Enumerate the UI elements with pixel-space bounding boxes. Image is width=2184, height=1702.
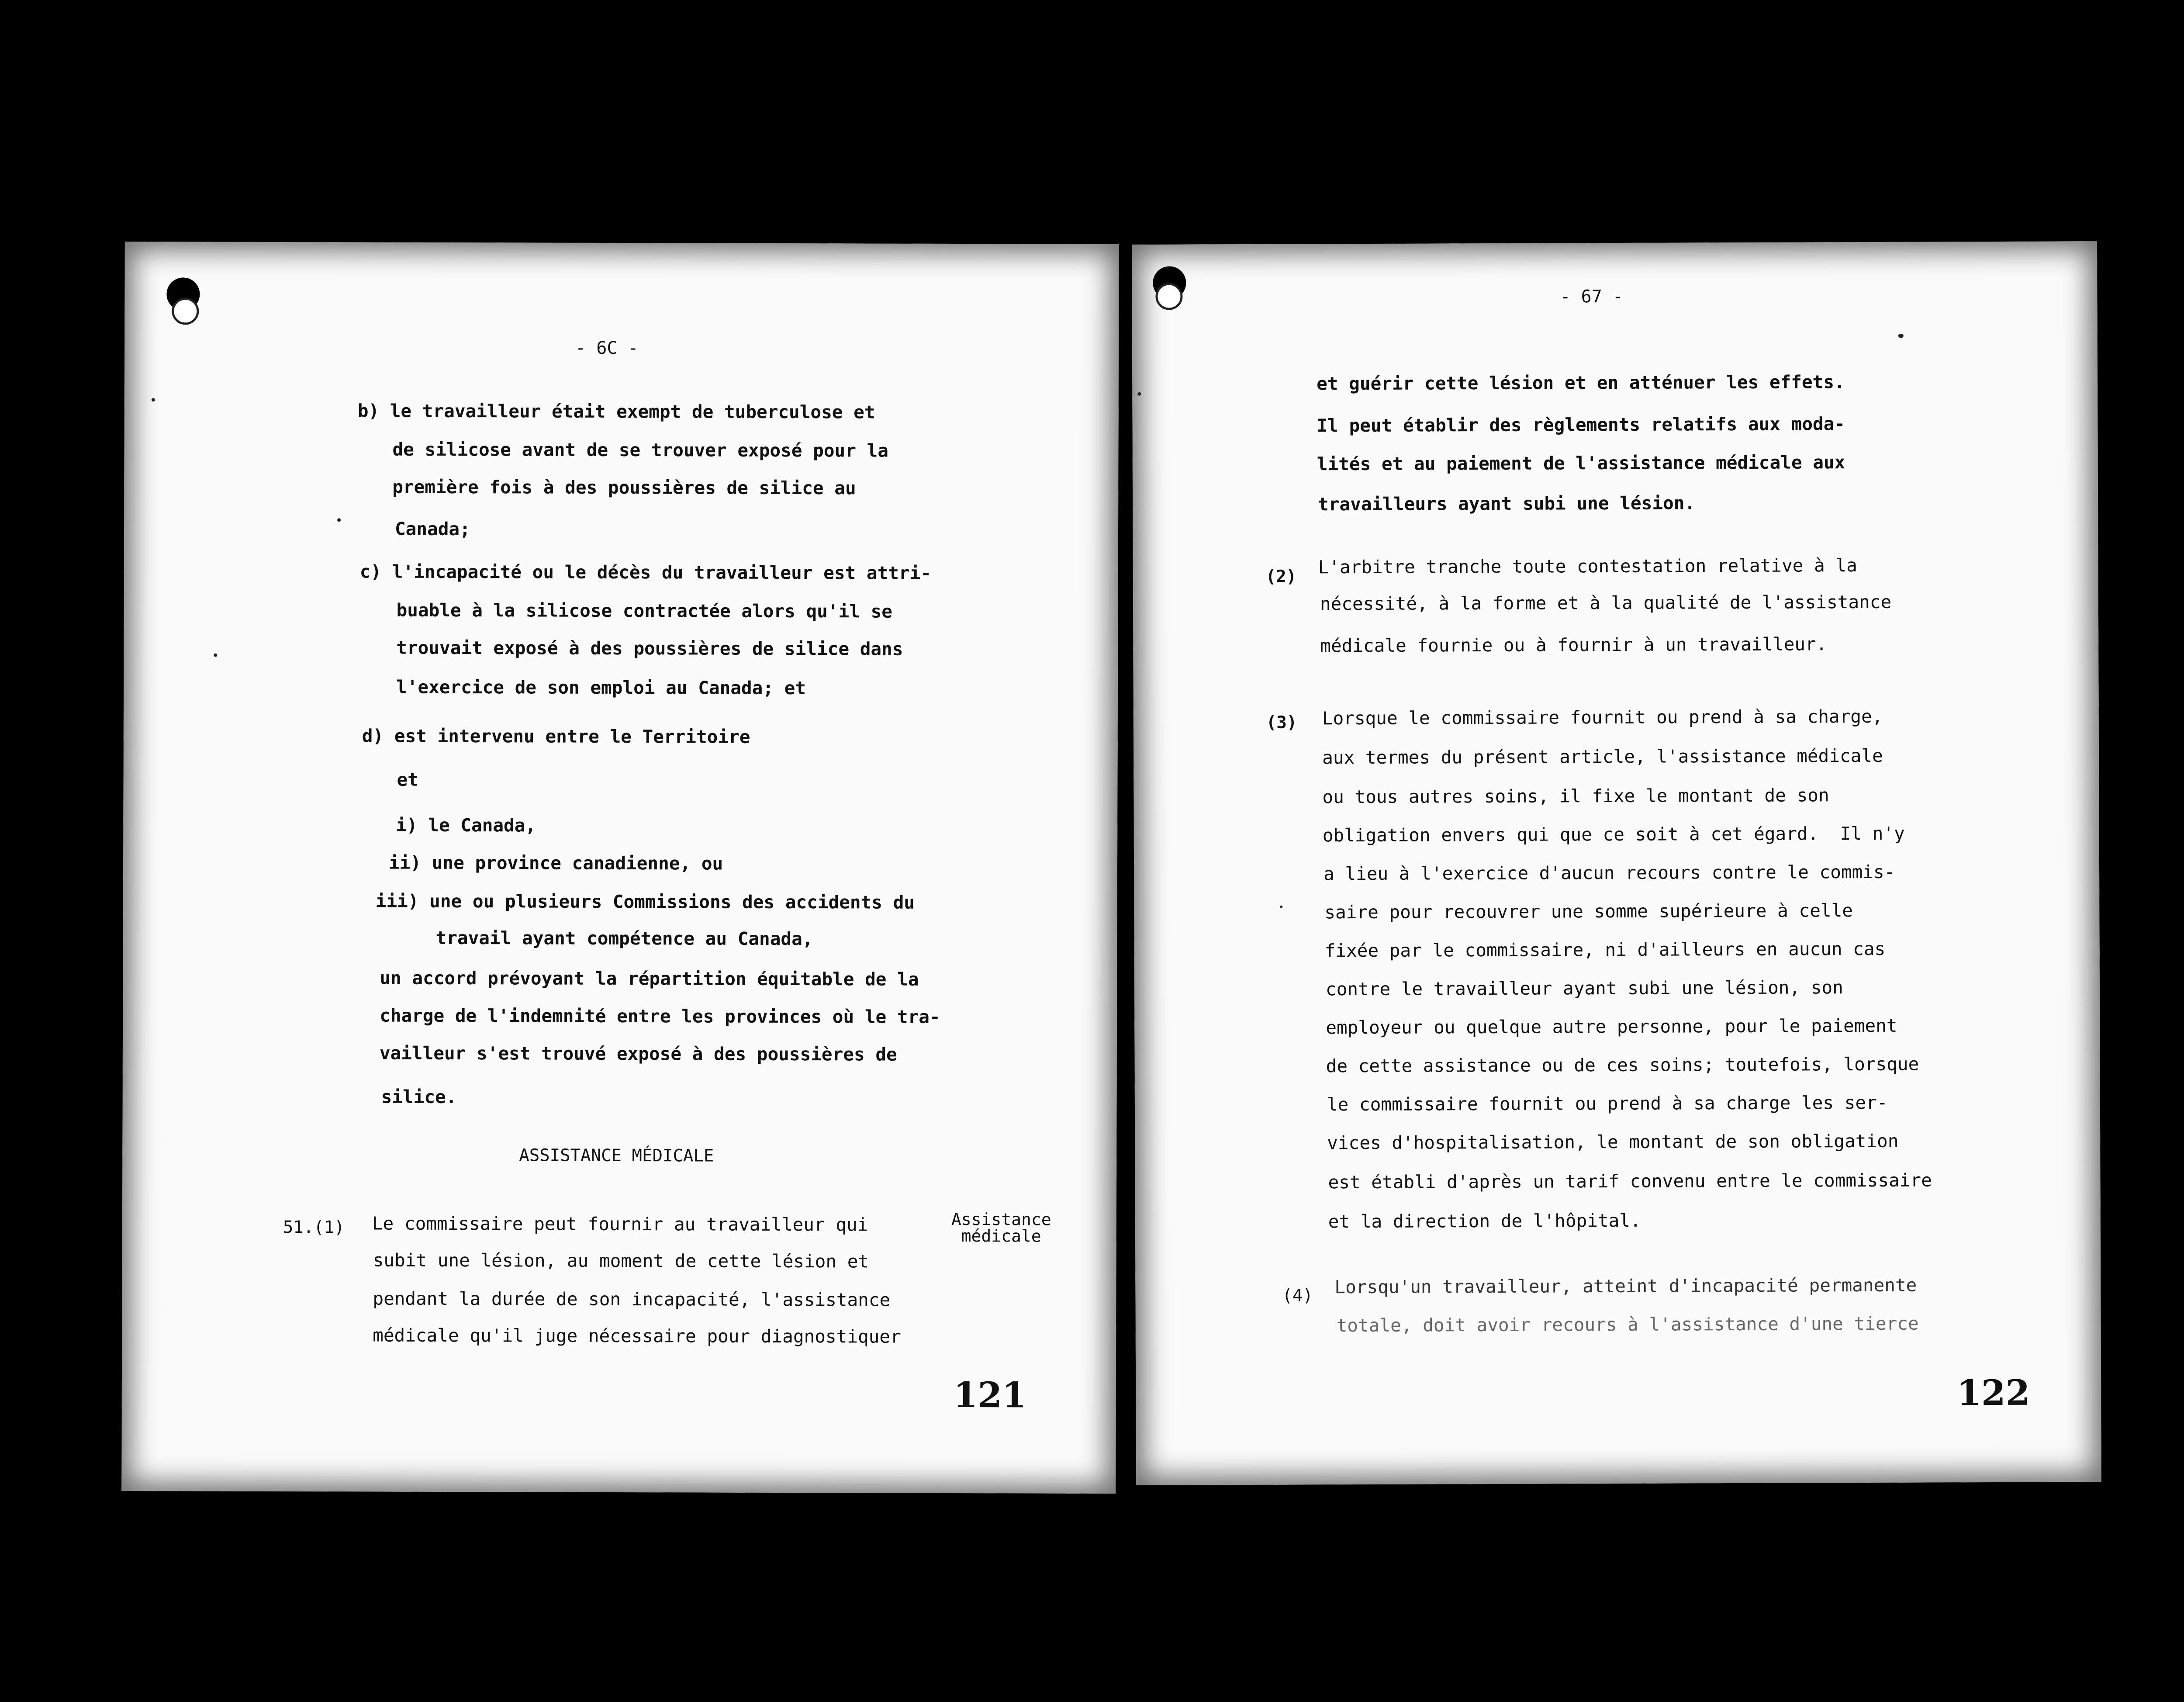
subsection-number: (4) <box>1282 1286 1313 1306</box>
text-line: pendant la durée de son incapacité, l'assistance <box>373 1288 891 1311</box>
text-line: trouvait exposé à des poussières de silice dans <box>396 637 903 660</box>
text-line: Lorsqu'un travailleur, atteint d'incapacité permanente <box>1334 1274 1917 1298</box>
text-line: silice. <box>381 1086 457 1108</box>
speck <box>1137 392 1141 396</box>
text-line: vailleur s'est trouvé exposé à des poussières de <box>379 1042 897 1065</box>
page-number: - 67 - <box>1560 286 1624 307</box>
text-line: vices d'hospitalisation, le montant de son obligation <box>1327 1130 1899 1154</box>
text-line: ii) une province canadienne, ou <box>388 852 723 874</box>
text-line: employeur ou quelque autre personne, pour le paiement <box>1326 1015 1897 1038</box>
text-line: Canada; <box>394 518 470 540</box>
text-line: L'arbitre tranche toute contestation relative à la <box>1318 555 1857 578</box>
page-stamp: 122 <box>1957 1372 2030 1414</box>
text-line: et la direction de l'hôpital. <box>1328 1210 1641 1232</box>
subsection-number: (3) <box>1266 713 1297 733</box>
text-line: fixée par le commissaire, ni d'ailleurs en aucun cas <box>1324 938 1886 962</box>
speck <box>152 398 155 401</box>
text-line: totale, doit avoir recours à l'assistance d'une tierce <box>1336 1313 1919 1336</box>
text-line: médicale qu'il juge nécessaire pour diagnostiquer <box>373 1325 901 1347</box>
speck <box>337 518 341 522</box>
punch-hole-ring-icon <box>1155 283 1182 310</box>
text-line: l'exercice de son emploi au Canada; et <box>396 676 806 699</box>
margin-note: Assistance médicale <box>951 1209 1051 1246</box>
text-line: saire pour recouvrer une somme supérieure à celle <box>1324 900 1853 923</box>
text-line: le commissaire fournit ou prend à sa charge les ser- <box>1327 1092 1888 1115</box>
right-page <box>1132 241 2101 1485</box>
text-line: de cette assistance ou de ces soins; toutefois, lorsque <box>1326 1053 1919 1077</box>
punch-hole-ring-icon <box>172 298 199 325</box>
section-number: 51.(1) <box>283 1217 345 1238</box>
text-line: et <box>397 769 418 790</box>
text-line: nécessité, à la forme et à la qualité de l'assistance <box>1320 591 1892 615</box>
left-page <box>121 242 1119 1494</box>
text-line: subit une lésion, au moment de cette lésion et <box>373 1249 869 1272</box>
text-line: ou tous autres soins, il fixe le montant de son <box>1322 785 1829 808</box>
page-number: - 6C - <box>575 338 639 359</box>
text-line: c) l'incapacité ou le décès du travailleur est attri- <box>359 561 932 584</box>
text-line: travailleurs ayant subi une lésion. <box>1318 492 1696 515</box>
text-line: travail ayant compétence au Canada, <box>435 927 813 950</box>
text-line: et guérir cette lésion et en atténuer les effets. <box>1317 371 1845 394</box>
text-line: de silicose avant de se trouver exposé pour la <box>392 439 889 461</box>
speck <box>214 654 217 657</box>
text-line: charge de l'indemnité entre les provinces où le tra- <box>380 1005 940 1027</box>
speck <box>1280 906 1282 908</box>
text-line: d) est intervenu entre le Territoire <box>362 725 750 747</box>
text-line: est établi d'après un tarif convenu entre le commissaire <box>1328 1169 1932 1193</box>
text-line: contre le travailleur ayant subi une lésion, son <box>1325 977 1843 1000</box>
text-line: Lorsque le commissaire fournit ou prend à sa charge, <box>1322 706 1883 729</box>
text-line: Le commissaire peut fournir au travailleur qui <box>372 1213 868 1235</box>
text-line: iii) une ou plusieurs Commissions des accidents du <box>375 890 915 913</box>
text-line: i) le Canada, <box>396 814 536 836</box>
page-stamp: 121 <box>953 1374 1026 1416</box>
text-line: obligation envers qui que ce soit à cet égard. Il n'y <box>1322 823 1905 846</box>
text-line: première fois à des poussières de silice au <box>392 476 856 499</box>
text-line: Il peut établir des règlements relatifs aux moda- <box>1317 413 1845 436</box>
text-line: b) le travailleur était exempt de tuberculose et <box>357 400 875 423</box>
text-line: buable à la silicose contractée alors qu'il se <box>396 599 893 622</box>
text-line: un accord prévoyant la répartition équitable de la <box>380 967 919 990</box>
text-line: lités et au paiement de l'assistance médicale aux <box>1317 452 1845 475</box>
text-line: a lieu à l'exercice d'aucun recours contre le commis- <box>1323 861 1895 885</box>
subsection-number: (2) <box>1265 567 1297 587</box>
speck <box>1898 334 1904 338</box>
section-heading: ASSISTANCE MÉDICALE <box>519 1145 714 1166</box>
text-line: aux termes du présent article, l'assistance médicale <box>1322 745 1883 768</box>
text-line: médicale fournie ou à fournir à un travailleur. <box>1320 633 1827 657</box>
